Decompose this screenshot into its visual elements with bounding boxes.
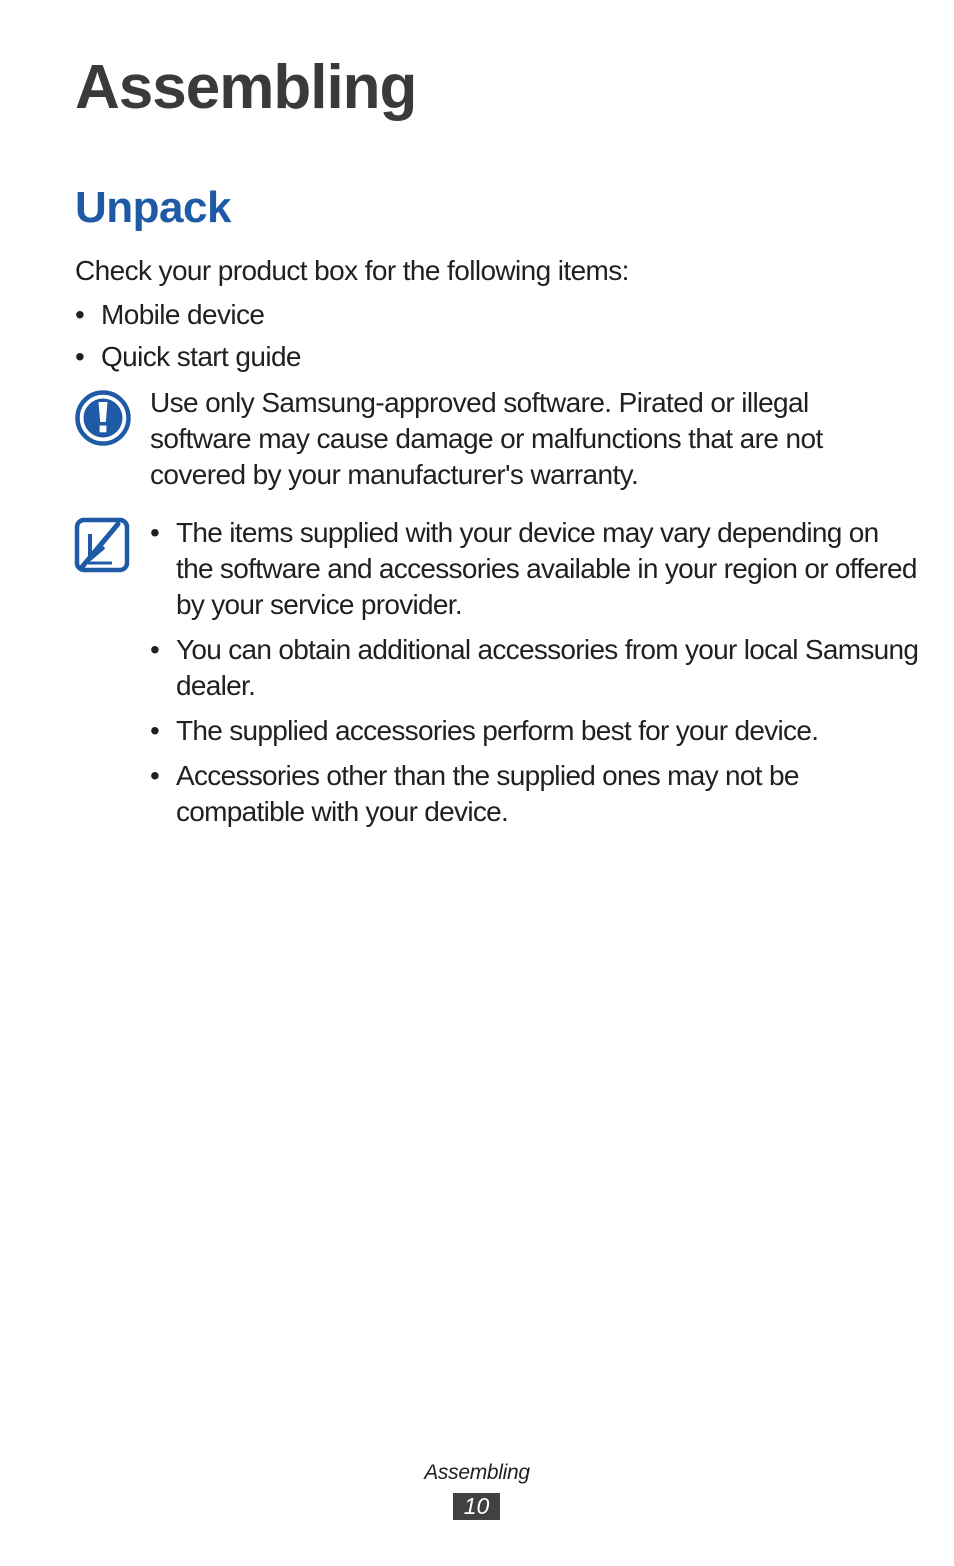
note-icon — [74, 517, 132, 575]
box-items-list — [75, 297, 301, 381]
page-title: Assembling — [75, 53, 417, 122]
note-list — [150, 515, 920, 839]
list-item: • You can obtain additional accessories from your local Samsung dealer. — [150, 632, 920, 704]
list-item: • The items supplied with your device may vary depending on the software and accessories available in your region or offered by your service provider. — [150, 515, 920, 623]
caution-icon — [74, 389, 132, 447]
caution-text: Use only Samsung-approved software. Pirated or illegal software may cause damage or malfunctions that are not covered by your manufacturer's warranty. — [150, 387, 823, 490]
list-item: • Accessories other than the supplied ones may not be compatible with your device. — [150, 758, 920, 830]
page-number: 10 — [453, 1493, 500, 1520]
list-item: • The supplied accessories perform best for your device. — [150, 713, 920, 749]
intro-text: Check your product box for the following items: — [75, 255, 629, 286]
list-item: • Quick start guide — [75, 339, 301, 375]
footer-section-label: Assembling — [424, 1461, 530, 1484]
list-item: • Mobile device — [75, 297, 301, 333]
section-title: Unpack — [75, 183, 231, 232]
